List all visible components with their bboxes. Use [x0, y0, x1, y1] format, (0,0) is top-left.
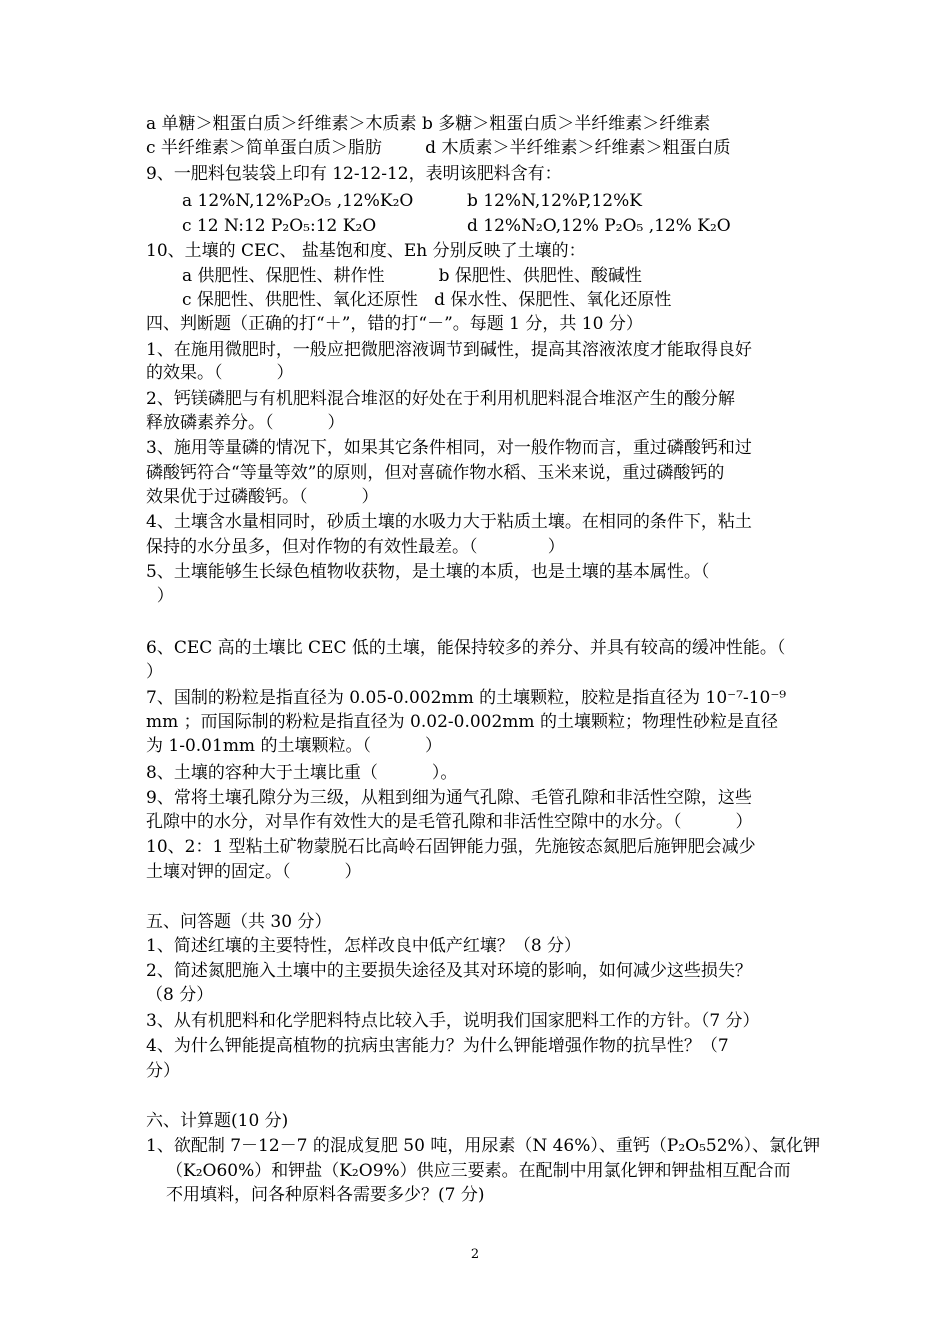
text-line-content: 磷酸钙符合“等量等效”的原则，但对喜硫作物水稻、玉米来说，重过磷酸钙的	[146, 463, 725, 483]
option-column-b: b 12%N,12%P,12%K	[467, 191, 642, 211]
text-line	[146, 535, 836, 559]
text-line-content: 8、土壤的容种大于土壤比重（ ）。	[146, 763, 458, 783]
text-line-content: 5、土壤能够生长绿色植物收获物，是土壤的本质，也是土壤的基本属性。（	[146, 562, 710, 582]
text-line	[146, 636, 836, 660]
text-line-content: 保持的水分虽多，但对作物的有效性最差。（ ）	[146, 537, 565, 557]
text-line	[146, 312, 836, 336]
text-line-content: 2、钙镁磷肥与有机肥料混合堆沤的好处在于利用机肥料混合堆沤产生的酸分解	[146, 389, 735, 409]
text-line	[146, 112, 836, 136]
text-line	[146, 510, 836, 534]
text-line	[146, 734, 836, 758]
text-line	[146, 1134, 836, 1158]
text-line	[146, 485, 836, 509]
page-number: 2	[470, 1247, 480, 1262]
text-line-content: 为 1-0.01mm 的土壤颗粒。（ ）	[146, 736, 442, 756]
text-line-content: 3、从有机肥料和化学肥料特点比较入手，说明我们国家肥料工作的方针。（7 分）	[146, 1011, 760, 1031]
text-line	[146, 461, 836, 485]
text-line	[146, 686, 836, 710]
text-line-content: 10、2：1 型粘土矿物蒙脱石比高岭石固钾能力强，先施铵态氮肥后施钾肥会减少	[146, 837, 756, 857]
text-line	[146, 934, 836, 958]
text-line-content: a 12%N,12%P₂O₅ ,12%K₂O	[182, 191, 414, 211]
text-line-content: 孔隙中的水分，对旱作有效性大的是毛管孔隙和非活性空隙中的水分。（ ）	[146, 812, 753, 832]
text-line	[146, 810, 836, 834]
text-line	[146, 1109, 836, 1133]
text-line-content: ）	[146, 662, 163, 682]
text-line	[146, 1059, 836, 1083]
text-line	[146, 411, 836, 435]
text-line-content: 6、CEC 高的土壤比 CEC 低的土壤，能保持较多的养分、并具有较高的缓冲性能。（	[146, 638, 786, 658]
text-line-content: 1、欲配制 7－12－7 的混成复肥 50 吨，用尿素（N 46%）、重钙（P₂O₅52%）、氯化钾	[146, 1136, 821, 1156]
text-line-content: mm ；而国际制的粉粒是指直径为 0.02-0.002mm 的土壤颗粒；物理性砂粒是直径	[146, 712, 778, 732]
text-line	[146, 959, 836, 983]
text-line-content: c 12 N:12 P₂O₅:12 K₂O	[182, 216, 377, 236]
text-line-content: 的效果。（ ）	[146, 363, 294, 383]
text-line	[146, 584, 836, 608]
text-line	[146, 761, 836, 785]
text-line-content: 7、国制的粉粒是指直径为 0.05-0.002mm 的土壤颗粒，胶粒是指直径为 10⁻⁷-10⁻⁹	[146, 688, 787, 708]
text-line	[146, 786, 836, 810]
text-line	[146, 162, 836, 186]
text-line-content: 9、常将土壤孔隙分为三级，从粗到细为通气孔隙、毛管孔隙和非活性空隙，这些	[146, 788, 752, 808]
text-line	[146, 239, 836, 263]
text-line-content: 六、计算题(10 分)	[146, 1111, 289, 1131]
text-line-content: 分）	[146, 1061, 180, 1081]
text-line-content: a 单糖＞粗蛋白质＞纤维素＞木质素 b 多糖＞粗蛋白质＞半纤维素＞纤维素	[146, 114, 711, 134]
text-line-content: 2、简述氮肥施入土壤中的主要损失途径及其对环境的影响，如何减少这些损失？	[146, 961, 752, 981]
text-line	[146, 983, 836, 1007]
text-line-content: 1、在施用微肥时，一般应把微肥溶液调节到碱性，提高其溶液浓度才能取得良好	[146, 340, 752, 360]
text-line-content: 1、简述红壤的主要特性，怎样改良中低产红壤？（8 分）	[146, 936, 582, 956]
text-line-content: 4、土壤含水量相同时，砂质土壤的水吸力大于粘质土壤。在相同的条件下，粘土	[146, 512, 752, 532]
text-line	[146, 835, 836, 859]
text-line	[146, 387, 836, 411]
text-line	[182, 214, 872, 238]
text-line-content: c 半纤维素＞简单蛋白质＞脂肪 d 木质素＞半纤维素＞纤维素＞粗蛋白质	[146, 138, 731, 158]
text-line-content: 9、一肥料包装袋上印有 12-12-12，表明该肥料含有：	[146, 164, 562, 184]
text-line	[166, 1159, 856, 1183]
text-line-content: 四、判断题（正确的打“＋”，错的打“－”。每题 1 分，共 10 分）	[146, 314, 643, 334]
text-line-content: a 供肥性、保肥性、耕作性 b 保肥性、供肥性、酸碱性	[182, 266, 642, 286]
text-line	[146, 660, 836, 684]
text-line-content: 10、土壤的 CEC、 盐基饱和度、Eh 分别反映了土壤的：	[146, 241, 586, 261]
text-line-content: 4、为什么钾能提高植物的抗病虫害能力？为什么钾能增强作物的抗旱性？（7	[146, 1036, 729, 1056]
text-line	[166, 1183, 856, 1207]
option-column-b: d 12%N₂O,12% P₂O₅ ,12% K₂O	[467, 216, 731, 236]
text-line-content: 效果优于过磷酸钙。（ ）	[146, 487, 379, 507]
text-line	[182, 288, 872, 312]
text-line-content: 土壤对钾的固定。（ ）	[146, 862, 362, 882]
text-line-content: 不用填料，问各种原料各需要多少？(7 分)	[166, 1185, 485, 1205]
text-line	[146, 338, 836, 362]
text-line-content: （8 分）	[146, 985, 214, 1005]
text-line	[182, 189, 872, 213]
text-line	[146, 361, 836, 385]
text-line-content: 五、问答题（共 30 分）	[146, 912, 332, 932]
text-line	[146, 710, 836, 734]
text-line	[146, 436, 836, 460]
text-line	[182, 264, 872, 288]
text-line	[146, 560, 836, 584]
text-line	[146, 860, 836, 884]
text-line-content: 释放磷素养分。（ ）	[146, 413, 345, 433]
text-line	[146, 910, 836, 934]
text-line	[146, 136, 836, 160]
text-line-content: 3、施用等量磷的情况下，如果其它条件相同，对一般作物而言，重过磷酸钙和过	[146, 438, 752, 458]
text-line	[146, 1009, 836, 1033]
text-line-content: （K₂O60%）和钾盐（K₂O9%）供应三要素。在配制中用氯化钾和钾盐相互配合而	[166, 1161, 791, 1181]
text-line-content: ）	[146, 586, 174, 606]
text-line-content: c 保肥性、供肥性、氧化还原性 d 保水性、保肥性、氧化还原性	[182, 290, 672, 310]
text-line	[146, 1034, 836, 1058]
